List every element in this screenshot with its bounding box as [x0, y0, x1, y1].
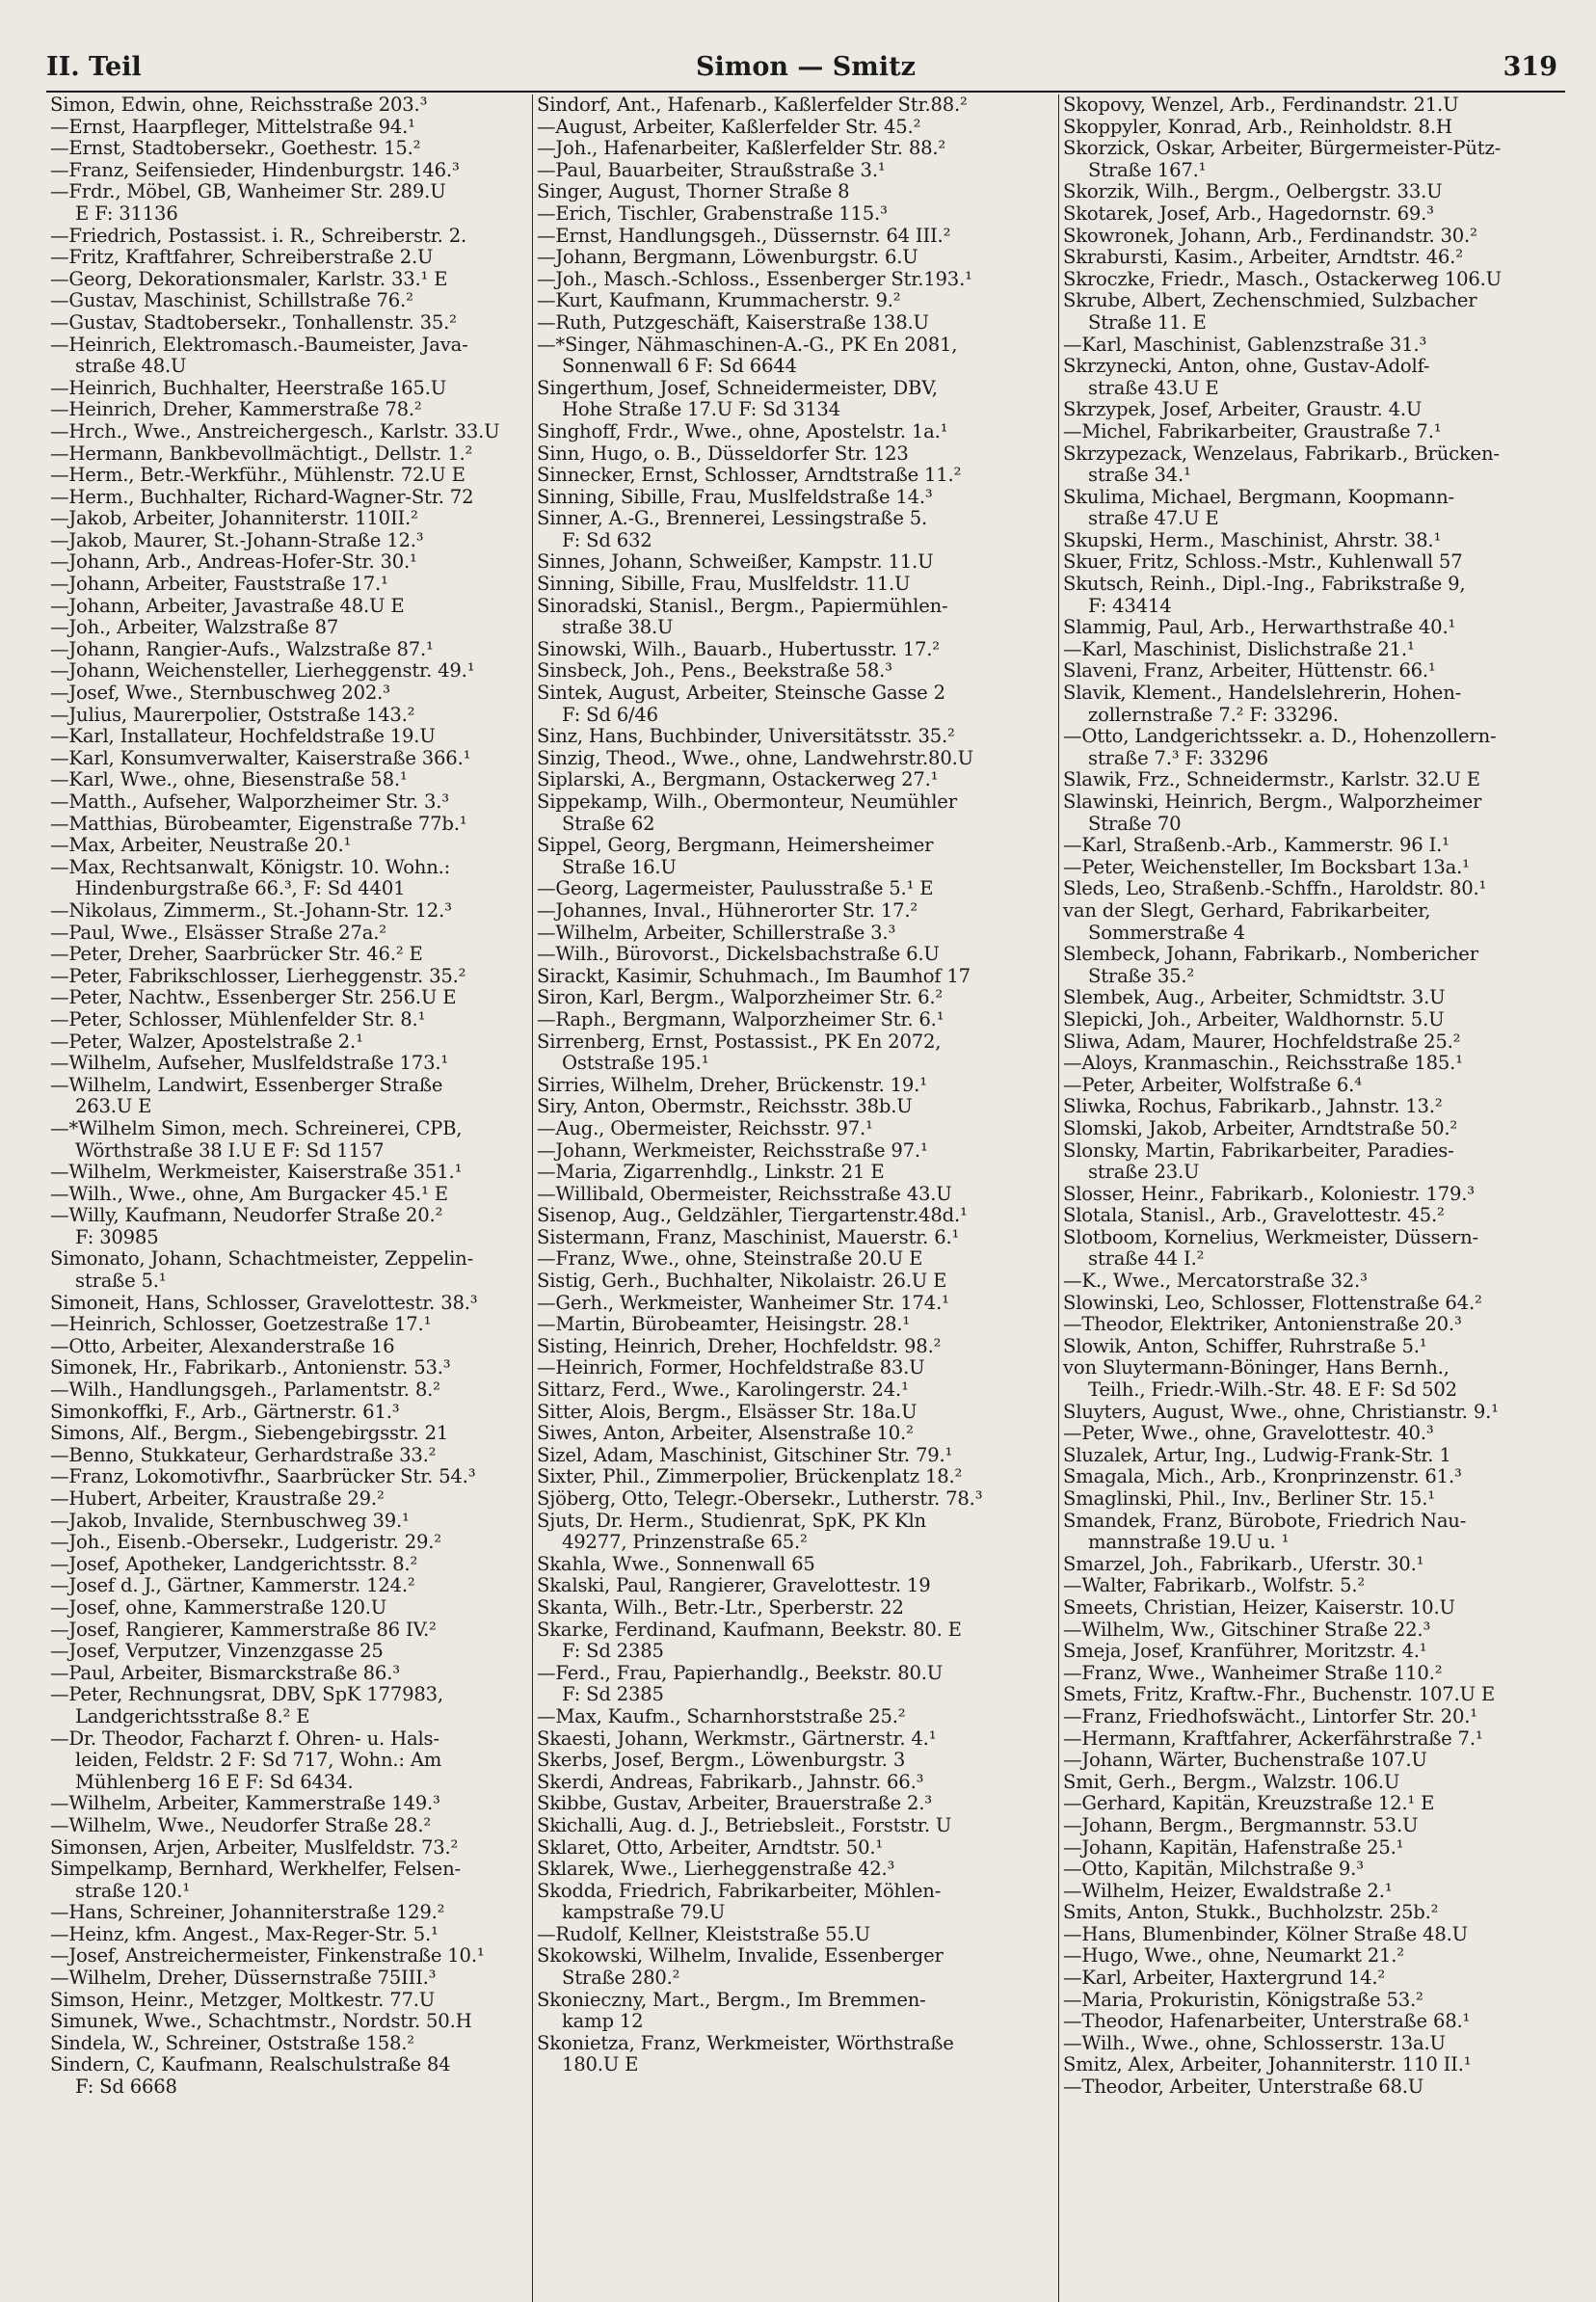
directory-entry-line: —Jakob, Maurer, St.-Johann-Straße 12.³ — [50, 528, 424, 551]
directory-entry-line: —Paul, Bauarbeiter, Straußstraße 3.¹ — [537, 158, 886, 181]
directory-entry-line: Sinz, Hans, Buchbinder, Universitätsstr. 35.² — [537, 725, 955, 748]
directory-entry-line: —Wilh., Wwe., ohne, Am Burgacker 45.¹ E — [50, 1182, 448, 1205]
directory-entry-line: Skoppyler, Konrad, Arb., Reinholdstr. 8.H — [1063, 115, 1452, 138]
directory-entry-line: —Willy, Kaufmann, Neudorfer Straße 20.² — [50, 1204, 443, 1227]
directory-entry-line: Smits, Anton, Stukk., Buchholzstr. 25b.² — [1063, 1901, 1439, 1924]
directory-entry-line: Singerthum, Josef, Schneidermeister, DBV, — [537, 376, 938, 399]
directory-entry-line: Sluzalek, Artur, Ing., Ludwig-Frank-Str. 1 — [1063, 1443, 1451, 1466]
directory-entry-line: Skrube, Albert, Zechenschmied, Sulzbacher — [1063, 289, 1477, 312]
directory-entry-line: —Karl, Konsumverwalter, Kaiserstraße 366.¹ — [50, 746, 471, 769]
directory-entry-line: —Hrch., Wwe., Anstreichergesch., Karlstr. 33.U — [50, 419, 500, 442]
directory-entry-line: Simunek, Wwe., Schachtmstr., Nordstr. 50.H — [50, 2010, 472, 2033]
directory-entry-line: Slonsky, Martin, Fabrikarbeiter, Paradies- — [1063, 1138, 1454, 1162]
directory-entry-line: —Friedrich, Postassist. i. R., Schreiberstr. 2. — [50, 224, 467, 247]
directory-entry-line: —Herm., Betr.-Werkführ., Mühlenstr. 72.U E — [50, 464, 466, 487]
directory-entry-line: Straße 16.U — [562, 855, 677, 878]
directory-entry-line: F: Sd 6668 — [75, 2075, 177, 2099]
directory-entry-line: Sittarz, Ferd., Wwe., Karolingerstr. 24.¹ — [537, 1379, 909, 1402]
directory-entry-line: Sinsbeck, Joh., Pens., Beekstraße 58.³ — [537, 659, 892, 683]
directory-entry-line: —Theodor, Elektriker, Antonienstraße 20.³ — [1063, 1313, 1462, 1336]
directory-entry-line: Smaglinski, Phil., Inv., Berliner Str. 15.¹ — [1063, 1487, 1435, 1510]
directory-entry-line: —Ernst, Stadtobersekr., Goethestr. 15.² — [50, 137, 421, 160]
directory-entry-line: straße 47.U E — [1088, 507, 1219, 530]
directory-entry-line: —Matth., Aufseher, Walporzheimer Str. 3.³ — [50, 790, 449, 813]
page-title: Simon — Smitz — [696, 52, 916, 82]
directory-entry-line: Sindela, W., Schreiner, Oststraße 158.² — [50, 2031, 414, 2054]
directory-entry-line: Simons, Alf., Bergm., Siebengebirgsstr. 21 — [50, 1422, 449, 1445]
directory-entry-line: —Johann, Arbeiter, Fauststraße 17.¹ — [50, 573, 388, 596]
directory-entry-line: —Josef, Wwe., Sternbuschweg 202.³ — [50, 682, 390, 705]
directory-entry-line: Slotala, Stanisl., Arb., Gravelottestr. 45.² — [1063, 1204, 1445, 1227]
directory-entry-line: —Franz, Friedhofswächt., Lintorfer Str. 20.¹ — [1063, 1704, 1477, 1727]
directory-entry-line: Simon, Edwin, ohne, Reichsstraße 203.³ — [50, 94, 428, 116]
directory-entry-line: kampstraße 79.U — [562, 1901, 726, 1924]
directory-entry-line: Skodda, Friedrich, Fabrikarbeiter, Möhlen- — [537, 1879, 942, 1902]
directory-entry-line: —K., Wwe., Mercatorstraße 32.³ — [1063, 1270, 1368, 1293]
directory-entry-line: —Heinrich, Elektromasch.-Baumeister, Java- — [50, 333, 468, 356]
directory-entry-line: —Herm., Buchhalter, Richard-Wagner-Str. 72 — [50, 485, 474, 508]
directory-entry-line: Skowronek, Johann, Arb., Ferdinandstr. 30.² — [1063, 224, 1477, 247]
column-3 — [1059, 94, 1565, 2302]
directory-entry-line: Straße 280.² — [562, 1967, 680, 1990]
directory-entry-line: Smitz, Alex, Arbeiter, Johanniterstr. 110 II.¹ — [1063, 2053, 1472, 2076]
directory-entry-line: —Otto, Arbeiter, Alexanderstraße 16 — [50, 1334, 395, 1357]
directory-entry-line: Sirackt, Kasimir, Schuhmach., Im Baumhof 17 — [537, 964, 971, 987]
directory-entry-line: —Theodor, Hafenarbeiter, Unterstraße 68.¹ — [1063, 2010, 1471, 2033]
directory-entry-line: —Peter, Wwe., ohne, Gravelottestr. 40.³ — [1063, 1422, 1434, 1445]
directory-entry-line: Skonietza, Franz, Werkmeister, Wörthstraße — [537, 2031, 954, 2054]
directory-entry-line: —Franz, Wwe., ohne, Steinstraße 20.U E — [537, 1247, 923, 1271]
page-number: 319 — [1503, 52, 1557, 82]
directory-entry-line: Straße 35.² — [1088, 964, 1195, 987]
directory-entry-line: Slaveni, Franz, Arbeiter, Hüttenstr. 66.¹ — [1063, 659, 1436, 683]
directory-entry-line: —Wilhelm, Ww., Gitschiner Straße 22.³ — [1063, 1618, 1431, 1641]
directory-entry-line: Skrzynecki, Anton, ohne, Gustav-Adolf- — [1063, 355, 1430, 378]
directory-entry-line: Sindern, C, Kaufmann, Realschulstraße 84 — [50, 2053, 451, 2076]
directory-entry-line: van der Slegt, Gerhard, Fabrikarbeiter, — [1063, 898, 1431, 922]
directory-entry-line: Sinzig, Theod., Wwe., ohne, Landwehrstr.80.U — [537, 746, 973, 769]
directory-entry-line: Sluyters, August, Wwe., ohne, Christianstr. 9.¹ — [1063, 1400, 1499, 1423]
directory-entry-line: —Nikolaus, Zimmerm., St.-Johann-Str. 12.³ — [50, 898, 452, 922]
directory-entry-line: Sippekamp, Wilh., Obermonteur, Neumühler — [537, 790, 957, 813]
directory-entry-line: —Johann, Arbeiter, Javastraße 48.U E — [50, 594, 405, 617]
directory-entry-line: 180.U E — [562, 2053, 639, 2076]
directory-entry-line: —Franz, Seifensieder, Hindenburgstr. 146.³ — [50, 158, 460, 181]
directory-entry-line: Smarzel, Joh., Fabrikarb., Uferstr. 30.¹ — [1063, 1552, 1424, 1575]
directory-entry-line: Simonato, Johann, Schachtmeister, Zeppelin- — [50, 1247, 474, 1271]
directory-entry-line: —Heinrich, Dreher, Kammerstraße 78.² — [50, 398, 422, 421]
directory-entry-line: Straße 167.¹ — [1088, 158, 1207, 181]
directory-entry-line: —Maria, Zigarrenhdlg., Linkstr. 21 E — [537, 1161, 885, 1184]
directory-entry-line: Slotboom, Kornelius, Werkmeister, Düssern- — [1063, 1225, 1478, 1248]
directory-entry-line: —Heinrich, Schlosser, Goetzestraße 17.¹ — [50, 1313, 432, 1336]
directory-entry-line: Skuer, Fritz, Schloss.-Mstr., Kuhlenwall 57 — [1063, 550, 1463, 574]
directory-entry-line: Sizel, Adam, Maschinist, Gitschiner Str. 79.¹ — [537, 1443, 953, 1466]
directory-entry-line: —Peter, Weichensteller, Im Bocksbart 13a.¹ — [1063, 855, 1470, 878]
directory-entry-line: Oststraße 195.¹ — [562, 1052, 709, 1075]
directory-entry-line: Straße 70 — [1088, 812, 1182, 835]
directory-entry-line: —Ernst, Haarpfleger, Mittelstraße 94.¹ — [50, 115, 415, 138]
directory-entry-line: Sixter, Phil., Zimmerpolier, Brückenplatz 18.² — [537, 1465, 963, 1488]
directory-entry-line: —Wilh., Bürovorst., Dickelsbachstraße 6.U — [537, 943, 940, 966]
directory-entry-line: Sinnecker, Ernst, Schlosser, Arndtstraße 11.² — [537, 464, 962, 487]
directory-entry-line: Skulima, Michael, Bergmann, Koopmann- — [1063, 485, 1454, 508]
directory-entry-line: —Raph., Bergmann, Walporzheimer Str. 6.¹ — [537, 1007, 944, 1031]
directory-entry-line: —Peter, Rechnungsrat, DBV, SpK 177983, — [50, 1683, 443, 1706]
directory-entry-line: Sinnes, Johann, Schweißer, Kampstr. 11.U — [537, 550, 934, 574]
directory-entry-line: Slembeck, Johann, Fabrikarb., Nombericher — [1063, 943, 1478, 966]
directory-entry-line: —Johann, Bergmann, Löwenburgstr. 6.U — [537, 246, 918, 269]
directory-entry-line: straße 7.³ F: 33296 — [1088, 746, 1268, 769]
directory-entry-line: Sjöberg, Otto, Telegr.-Obersekr., Lutherstr. 78.³ — [537, 1487, 983, 1510]
directory-entry-line: —Erich, Tischler, Grabenstraße 115.³ — [537, 201, 888, 225]
directory-entry-line: —Franz, Lokomotivfhr., Saarbrücker Str. 54.³ — [50, 1465, 476, 1488]
directory-entry-line: Landgerichtsstraße 8.² E — [75, 1704, 310, 1727]
directory-entry-line: —Hermann, Bankbevollmächtigt., Dellstr. 1.² — [50, 442, 473, 465]
directory-entry-line: —Karl, Maschinist, Dislichstraße 21.¹ — [1063, 637, 1415, 660]
directory-entry-line: —Rudolf, Kellner, Kleiststraße 55.U — [537, 1922, 870, 1945]
directory-entry-line: Sitter, Alois, Bergm., Elsässer Str. 18a.U — [537, 1400, 918, 1423]
directory-entry-line: Sindorf, Ant., Hafenarb., Kaßlerfelder Str.88.² — [537, 94, 968, 116]
directory-entry-line: Straße 11. E — [1088, 310, 1207, 334]
directory-entry-line: Skrabursti, Kasim., Arbeiter, Arndtstr. 46.² — [1063, 246, 1463, 269]
directory-entry-line: Sjuts, Dr. Herm., Studienrat, SpK, PK Kln — [537, 1509, 926, 1532]
directory-entry-line: Smit, Gerh., Bergm., Walzstr. 106.U — [1063, 1770, 1400, 1793]
directory-entry-line: Sistermann, Franz, Maschinist, Mauerstr. 6.¹ — [537, 1225, 960, 1248]
directory-entry-line: Hindenburgstraße 66.³, F: Sd 4401 — [75, 877, 406, 900]
directory-entry-line: —Paul, Arbeiter, Bismarckstraße 86.³ — [50, 1661, 400, 1684]
directory-entry-line: F: Sd 632 — [562, 528, 652, 551]
directory-entry-line: Hohe Straße 17.U F: Sd 3134 — [562, 398, 840, 421]
directory-entry-line: Smeets, Christian, Heizer, Kaiserstr. 10.U — [1063, 1595, 1455, 1619]
directory-entry-line: Sisenop, Aug., Geldzähler, Tiergartenstr.48d.¹ — [537, 1204, 968, 1227]
directory-entry-line: —Wilhelm, Arbeiter, Kammerstraße 149.³ — [50, 1792, 440, 1815]
directory-entry-line: —Wilhelm, Heizer, Ewaldstraße 2.¹ — [1063, 1879, 1393, 1902]
directory-entry-line: 263.U E — [75, 1095, 152, 1118]
directory-entry-line: Skahla, Wwe., Sonnenwall 65 — [537, 1552, 815, 1575]
directory-entry-line: Skrzypek, Josef, Arbeiter, Graustr. 4.U — [1063, 398, 1423, 421]
directory-entry-line: Skerdi, Andreas, Fabrikarb., Jahnstr. 66.³ — [537, 1770, 924, 1793]
directory-entry-line: —Otto, Kapitän, Milchstraße 9.³ — [1063, 1858, 1364, 1881]
directory-entry-line: Simonkoffki, F., Arb., Gärtnerstr. 61.³ — [50, 1400, 400, 1423]
directory-entry-line: —Gerhard, Kapitän, Kreuzstraße 12.¹ E — [1063, 1792, 1435, 1815]
directory-entry-line: Straße 62 — [562, 812, 655, 835]
directory-entry-line: zollernstraße 7.² F: 33296. — [1088, 703, 1339, 726]
directory-entry-line: —Josef d. J., Gärtner, Kammerstr. 124.² — [50, 1574, 415, 1597]
directory-entry-line: Sklarek, Wwe., Lierheggenstraße 42.³ — [537, 1858, 895, 1881]
directory-entry-line: F: Sd 2385 — [562, 1640, 664, 1663]
page-header — [46, 46, 1565, 93]
directory-entry-line: —Walter, Fabrikarb., Wolfstr. 5.² — [1063, 1574, 1366, 1597]
directory-entry-line: —Josef, ohne, Kammerstraße 120.U — [50, 1595, 387, 1619]
directory-entry-line: —Johann, Werkmeister, Reichsstraße 97.¹ — [537, 1138, 928, 1162]
directory-entry-line: —Johann, Wärter, Buchenstraße 107.U — [1063, 1749, 1427, 1772]
directory-entry-line: kamp 12 — [562, 2010, 644, 2033]
directory-entry-line: Singer, August, Thorner Straße 8 — [537, 180, 850, 203]
directory-entry-line: straße 38.U — [562, 616, 674, 639]
directory-entry-line: Sinoradski, Stanisl., Bergm., Papiermühlen- — [537, 594, 948, 617]
directory-entry-line: Skerbs, Josef, Bergm., Löwenburgstr. 3 — [537, 1749, 906, 1772]
directory-entry-line: Sonnenwall 6 F: Sd 6644 — [562, 355, 797, 378]
directory-entry-line: Sinowski, Wilh., Bauarb., Hubertusstr. 17.² — [537, 637, 940, 660]
directory-entry-line: straße 43.U E — [1088, 376, 1219, 399]
directory-entry-line: Simonsen, Arjen, Arbeiter, Muslfeldstr. 73.² — [50, 1835, 459, 1859]
directory-entry-line: —Hugo, Wwe., ohne, Neumarkt 21.² — [1063, 1944, 1404, 1967]
directory-entry-line: Sinn, Hugo, o. B., Düsseldorfer Str. 123 — [537, 442, 909, 465]
directory-entry-line: —Joh., Arbeiter, Walzstraße 87 — [50, 616, 339, 639]
directory-entry-line: Smeja, Josef, Kranführer, Moritzstr. 4.¹ — [1063, 1640, 1427, 1663]
directory-entry-line: Sliwka, Rochus, Fabrikarb., Jahnstr. 13.² — [1063, 1095, 1443, 1118]
directory-entry-line: Slawik, Frz., Schneidermstr., Karlstr. 32.U E — [1063, 768, 1480, 791]
directory-entry-line: —August, Arbeiter, Kaßlerfelder Str. 45.² — [537, 115, 921, 138]
directory-entry-line: —Heinrich, Former, Hochfeldstraße 83.U — [537, 1356, 925, 1379]
directory-entry-line: —Benno, Stukkateur, Gerhardstraße 33.² — [50, 1443, 437, 1466]
directory-entry-line: Skarke, Ferdinand, Kaufmann, Beekstr. 80. E — [537, 1618, 962, 1641]
directory-entry-line: —Aloys, Kranmaschin., Reichsstraße 185.¹ — [1063, 1052, 1463, 1075]
directory-entry-line: Sirrenberg, Ernst, Postassist., PK En 2072, — [537, 1030, 942, 1053]
directory-entry-line: —Joh., Eisenb.-Obersekr., Ludgeristr. 29.² — [50, 1531, 441, 1554]
directory-entry-line: Sinning, Sibille, Frau, Muslfeldstraße 14.³ — [537, 485, 933, 508]
directory-entry-line: Sliwa, Adam, Maurer, Hochfeldstraße 25.² — [1063, 1030, 1461, 1053]
directory-entry-line: Sisting, Heinrich, Dreher, Hochfeldstr. 98.² — [537, 1334, 942, 1357]
directory-entry-line: Skutsch, Reinh., Dipl.-Ing., Fabrikstraße 9, — [1063, 573, 1466, 596]
directory-entry-line: straße 120.¹ — [75, 1879, 190, 1902]
directory-entry-line: Sinning, Sibille, Frau, Muslfeldstr. 11.U — [537, 573, 911, 596]
directory-entry-line: Slembek, Aug., Arbeiter, Schmidtstr. 3.U — [1063, 986, 1446, 1009]
directory-entry-line: —Gerh., Werkmeister, Wanheimer Str. 174.¹ — [537, 1291, 949, 1314]
directory-entry-line: —Julius, Maurerpolier, Oststraße 143.² — [50, 703, 415, 726]
directory-entry-line: —Peter, Arbeiter, Wolfstraße 6.⁴ — [1063, 1073, 1362, 1096]
directory-entry-line: —Kurt, Kaufmann, Krummacherstr. 9.² — [537, 289, 901, 312]
directory-entry-line: Smets, Fritz, Kraftw.-Fhr., Buchenstr. 107.U E — [1063, 1683, 1495, 1706]
directory-entry-line: —Max, Kaufm., Scharnhorststraße 25.² — [537, 1704, 906, 1727]
directory-entry-line: Simoneit, Hans, Schlosser, Gravelottestr. 38.³ — [50, 1291, 478, 1314]
directory-entry-line: Smandek, Franz, Bürobote, Friedrich Nau- — [1063, 1509, 1467, 1532]
directory-entry-line: —Wilhelm, Wwe., Neudorfer Straße 28.² — [50, 1813, 432, 1836]
directory-entry-line: Skrzypezack, Wenzelaus, Fabrikarb., Brücken- — [1063, 442, 1500, 465]
directory-entry-line: Sintek, August, Arbeiter, Steinsche Gasse 2 — [537, 682, 945, 705]
directory-entry-line: F: Sd 6/46 — [562, 703, 658, 726]
directory-entry-line: straße 5.¹ — [75, 1270, 167, 1293]
section-label: II. Teil — [46, 52, 142, 82]
directory-entry-line: —Peter, Fabrikschlosser, Lierheggenstr. 35.² — [50, 964, 466, 987]
directory-entry-line: —Johann, Arb., Andreas-Hofer-Str. 30.¹ — [50, 550, 417, 574]
directory-entry-line: —Johannes, Inval., Hühnerorter Str. 17.² — [537, 898, 918, 922]
directory-entry-line: Slosser, Heinr., Fabrikarb., Koloniestr. 179.³ — [1063, 1182, 1475, 1205]
directory-entry-line: —Martin, Bürobeamter, Heisingstr. 28.¹ — [537, 1313, 911, 1336]
directory-entry-line: —Frdr., Möbel, GB, Wanheimer Str. 289.U — [50, 180, 446, 203]
directory-entry-line: Skroczke, Friedr., Masch., Ostackerweg 106.U — [1063, 267, 1502, 290]
columns — [46, 94, 1565, 2302]
directory-entry-line: —Georg, Lagermeister, Paulusstraße 5.¹ E — [537, 877, 934, 900]
directory-entry-line: —Josef, Anstreichermeister, Finkenstraße 10.¹ — [50, 1944, 485, 1967]
directory-entry-line: —Wilhelm, Landwirt, Essenberger Straße — [50, 1073, 443, 1096]
directory-entry-line: Simson, Heinr., Metzger, Moltkestr. 77.U — [50, 1988, 436, 2011]
directory-entry-line: —Theodor, Arbeiter, Unterstraße 68.U — [1063, 2075, 1424, 2099]
directory-entry-line: —Paul, Wwe., Elsässer Straße 27a.² — [50, 921, 386, 944]
directory-entry-line: —Jakob, Invalide, Sternbuschweg 39.¹ — [50, 1509, 410, 1532]
directory-entry-line: Sommerstraße 4 — [1088, 921, 1245, 944]
directory-entry-line: Sinner, A.-G., Brennerei, Lessingstraße 5. — [537, 507, 928, 530]
directory-entry-line: E F: 31136 — [75, 201, 178, 225]
directory-entry-line: Skonieczny, Mart., Bergm., Im Bremmen- — [537, 1988, 926, 2011]
directory-entry-line: —Karl, Maschinist, Gablenzstraße 31.³ — [1063, 333, 1427, 356]
directory-entry-line: Sklaret, Otto, Arbeiter, Arndtstr. 50.¹ — [537, 1835, 884, 1859]
directory-entry-line: straße 44 I.² — [1088, 1247, 1205, 1271]
directory-entry-line: —Georg, Dekorationsmaler, Karlstr. 33.¹ E — [50, 267, 448, 290]
directory-entry-line: Skotarek, Josef, Arb., Hagedornstr. 69.³ — [1063, 201, 1434, 225]
directory-entry-line: mannstraße 19.U u. ¹ — [1088, 1531, 1290, 1554]
directory-entry-line: Singhoff, Frdr., Wwe., ohne, Apostelstr. 1a.¹ — [537, 419, 948, 442]
directory-entry-line: Skaesti, Johann, Werkmstr., Gärtnerstr. 4.¹ — [537, 1726, 937, 1750]
directory-entry-line: Slawinski, Heinrich, Bergm., Walporzheimer — [1063, 790, 1482, 813]
directory-entry-line: Slowinski, Leo, Schlosser, Flottenstraße 64.² — [1063, 1291, 1482, 1314]
directory-entry-line: —Matthias, Bürobeamter, Eigenstraße 77b.¹ — [50, 812, 467, 835]
directory-entry-line: —Max, Rechtsanwalt, Königstr. 10. Wohn.: — [50, 855, 451, 878]
directory-entry-line: Sippel, Georg, Bergmann, Heimersheimer — [537, 834, 934, 857]
directory-entry-line: —Michel, Fabrikarbeiter, Graustraße 7.¹ — [1063, 419, 1442, 442]
directory-entry-line: —Max, Arbeiter, Neustraße 20.¹ — [50, 834, 352, 857]
directory-entry-line: Slowik, Anton, Schiffer, Ruhrstraße 5.¹ — [1063, 1334, 1427, 1357]
directory-entry-line: —Peter, Dreher, Saarbrücker Str. 46.² E — [50, 943, 423, 966]
directory-entry-line: —Karl, Straßenb.-Arb., Kammerstr. 96 I.¹ — [1063, 834, 1450, 857]
directory-entry-line: —Hermann, Kraftfahrer, Ackerfährstraße 7.¹ — [1063, 1726, 1483, 1750]
directory-entry-line: —Josef, Apotheker, Landgerichtsstr. 8.² — [50, 1552, 418, 1575]
directory-entry-line: —Jakob, Arbeiter, Johanniterstr. 110II.² — [50, 507, 418, 530]
directory-entry-line: Siwes, Anton, Arbeiter, Alsenstraße 10.² — [537, 1422, 914, 1445]
directory-entry-line: Skalski, Paul, Rangierer, Gravelottestr. 19 — [537, 1574, 931, 1597]
directory-entry-line: Skopovy, Wenzel, Arb., Ferdinandstr. 21.U — [1063, 94, 1459, 116]
column-1 — [46, 94, 533, 2302]
directory-entry-line: F: Sd 2385 — [562, 1683, 664, 1706]
directory-entry-line: Slavik, Klement., Handelslehrerin, Hohen- — [1063, 682, 1462, 705]
directory-entry-line: —Gustav, Maschinist, Schillstraße 76.² — [50, 289, 413, 312]
directory-entry-line: Skibbe, Gustav, Arbeiter, Brauerstraße 2.³ — [537, 1792, 932, 1815]
directory-entry-line: —Wilh., Handlungsgeh., Parlamentstr. 8.² — [50, 1379, 440, 1402]
directory-entry-line: —Franz, Wwe., Wanheimer Straße 110.² — [1063, 1661, 1443, 1684]
directory-entry-line: Skanta, Wilh., Betr.-Ltr., Sperberstr. 22 — [537, 1595, 904, 1619]
directory-entry-line: —Karl, Arbeiter, Haxtergrund 14.² — [1063, 1967, 1386, 1990]
directory-entry-line: —Heinrich, Buchhalter, Heerstraße 165.U — [50, 376, 447, 399]
directory-entry-line: —Willibald, Obermeister, Reichsstraße 43.U — [537, 1182, 952, 1205]
directory-entry-line: —Josef, Rangierer, Kammerstraße 86 IV.² — [50, 1618, 437, 1641]
directory-entry-line: F: 43414 — [1088, 594, 1172, 617]
directory-entry-line: Siplarski, A., Bergmann, Ostackerweg 27.¹ — [537, 768, 939, 791]
directory-entry-line: Sirries, Wilhelm, Dreher, Brückenstr. 19.¹ — [537, 1073, 927, 1096]
directory-entry-line: straße 34.¹ — [1088, 464, 1191, 487]
directory-entry-line: —Hubert, Arbeiter, Kraustraße 29.² — [50, 1487, 385, 1510]
directory-entry-line: Sleds, Leo, Straßenb.-Schffn., Haroldstr. 80.¹ — [1063, 877, 1487, 900]
directory-entry-line: —Wilhelm, Werkmeister, Kaiserstraße 351.¹ — [50, 1161, 463, 1184]
directory-entry-line: straße 23.U — [1088, 1161, 1200, 1184]
directory-entry-line: Smagala, Mich., Arb., Kronprinzenstr. 61.³ — [1063, 1465, 1462, 1488]
directory-entry-line: Slammig, Paul, Arb., Herwarthstraße 40.¹ — [1063, 616, 1456, 639]
directory-entry-line: —Wilhelm, Aufseher, Muslfeldstraße 173.¹ — [50, 1052, 449, 1075]
directory-entry-line: Siron, Karl, Bergm., Walporzheimer Str. 6.² — [537, 986, 944, 1009]
directory-entry-line: Skupski, Herm., Maschinist, Ahrstr. 38.¹ — [1063, 528, 1442, 551]
directory-entry-line: F: 30985 — [75, 1225, 159, 1248]
directory-entry-line: —Karl, Wwe., ohne, Biesenstraße 58.¹ — [50, 768, 408, 791]
directory-entry-line: —Otto, Landgerichtssekr. a. D., Hohenzollern- — [1063, 725, 1497, 748]
directory-entry-line: —Joh., Masch.-Schloss., Essenberger Str.193.¹ — [537, 267, 972, 290]
directory-entry-line: —Peter, Walzer, Apostelstraße 2.¹ — [50, 1030, 363, 1053]
directory-entry-line: —Maria, Prokuristin, Königstraße 53.² — [1063, 1988, 1423, 2011]
directory-entry-line: —Wilh., Wwe., ohne, Schlosserstr. 13a.U — [1063, 2031, 1446, 2054]
directory-entry-line: —Ernst, Handlungsgeh., Düssernstr. 64 III.² — [537, 224, 951, 247]
directory-entry-line: Teilh., Friedr.-Wilh.-Str. 48. E F: Sd 502 — [1088, 1379, 1457, 1402]
directory-entry-line: Slepicki, Joh., Arbeiter, Waldhornstr. 5.U — [1063, 1007, 1445, 1031]
directory-entry-line: —Peter, Nachtw., Essenberger Str. 256.U E — [50, 986, 457, 1009]
directory-entry-line: —Ferd., Frau, Papierhandlg., Beekstr. 80.U — [537, 1661, 944, 1684]
directory-entry-line: —Wilhelm, Dreher, Düssernstraße 75III.³ — [50, 1967, 437, 1990]
directory-entry-line: —Hans, Blumenbinder, Kölner Straße 48.U — [1063, 1922, 1468, 1945]
directory-entry-line: Skorzick, Oskar, Arbeiter, Bürgermeister-Pütz- — [1063, 137, 1502, 160]
directory-entry-line: —Gustav, Stadtobersekr., Tonhallenstr. 35.² — [50, 310, 457, 334]
directory-entry-line: —Johann, Kapitän, Hafenstraße 25.¹ — [1063, 1835, 1404, 1859]
directory-entry-line: —Johann, Weichensteller, Lierheggenstr. 49.¹ — [50, 659, 475, 683]
directory-entry-line: Slomski, Jakob, Arbeiter, Arndtstraße 50.² — [1063, 1116, 1458, 1139]
directory-entry-line: Skichalli, Aug. d. J., Betriebsleit., Forststr. U — [537, 1813, 952, 1836]
directory-entry-line: —Joh., Hafenarbeiter, Kaßlerfelder Str. 88.² — [537, 137, 946, 160]
directory-entry-line: Mühlenberg 16 E F: Sd 6434. — [75, 1770, 354, 1793]
directory-entry-line: Simpelkamp, Bernhard, Werkhelfer, Felsen- — [50, 1858, 461, 1881]
directory-entry-line: Wörthstraße 38 I.U E F: Sd 1157 — [75, 1138, 385, 1162]
directory-entry-line: von Sluytermann-Böninger, Hans Bernh., — [1063, 1356, 1450, 1379]
directory-entry-line: —Josef, Verputzer, Vinzenzgasse 25 — [50, 1640, 384, 1663]
directory-entry-line: —*Singer, Nähmaschinen-A.-G., PK En 2081, — [537, 333, 958, 356]
directory-entry-line: —Hans, Schreiner, Johanniterstraße 129.² — [50, 1901, 445, 1924]
directory-entry-line: straße 48.U — [75, 355, 187, 378]
directory-entry-line: —Ruth, Putzgeschäft, Kaiserstraße 138.U — [537, 310, 929, 334]
column-2 — [533, 94, 1059, 2302]
directory-entry-line: Skorzik, Wilh., Bergm., Oelbergstr. 33.U — [1063, 180, 1443, 203]
directory-entry-line: —*Wilhelm Simon, mech. Schreinerei, CPB, — [50, 1116, 463, 1139]
directory-entry-line: —Johann, Rangier-Aufs., Walzstraße 87.¹ — [50, 637, 434, 660]
directory-entry-line: —Wilhelm, Arbeiter, Schillerstraße 3.³ — [537, 921, 896, 944]
directory-entry-line: leiden, Feldstr. 2 F: Sd 717, Wohn.: Am — [75, 1749, 442, 1772]
directory-entry-line: Simonek, Hr., Fabrikarb., Antonienstr. 53.³ — [50, 1356, 451, 1379]
directory-entry-line: Siry, Anton, Obermstr., Reichsstr. 38b.U — [537, 1095, 913, 1118]
directory-entry-line: Skokowski, Wilhelm, Invalide, Essenberger — [537, 1944, 944, 1967]
directory-entry-line: —Fritz, Kraftfahrer, Schreiberstraße 2.U — [50, 246, 434, 269]
directory-entry-line: Sistig, Gerh., Buchhalter, Nikolaistr. 26.U E — [537, 1270, 947, 1293]
directory-entry-line: —Heinz, kfm. Angest., Max-Reger-Str. 5.¹ — [50, 1922, 439, 1945]
directory-entry-line: —Johann, Bergm., Bergmannstr. 53.U — [1063, 1813, 1419, 1836]
directory-entry-line: 49277, Prinzenstraße 65.² — [562, 1531, 808, 1554]
directory-entry-line: —Peter, Schlosser, Mühlenfelder Str. 8.¹ — [50, 1007, 426, 1031]
directory-entry-line: —Aug., Obermeister, Reichsstr. 97.¹ — [537, 1116, 873, 1139]
directory-entry-line: —Karl, Installateur, Hochfeldstraße 19.U — [50, 725, 436, 748]
directory-entry-line: —Dr. Theodor, Facharzt f. Ohren- u. Hals- — [50, 1726, 439, 1750]
